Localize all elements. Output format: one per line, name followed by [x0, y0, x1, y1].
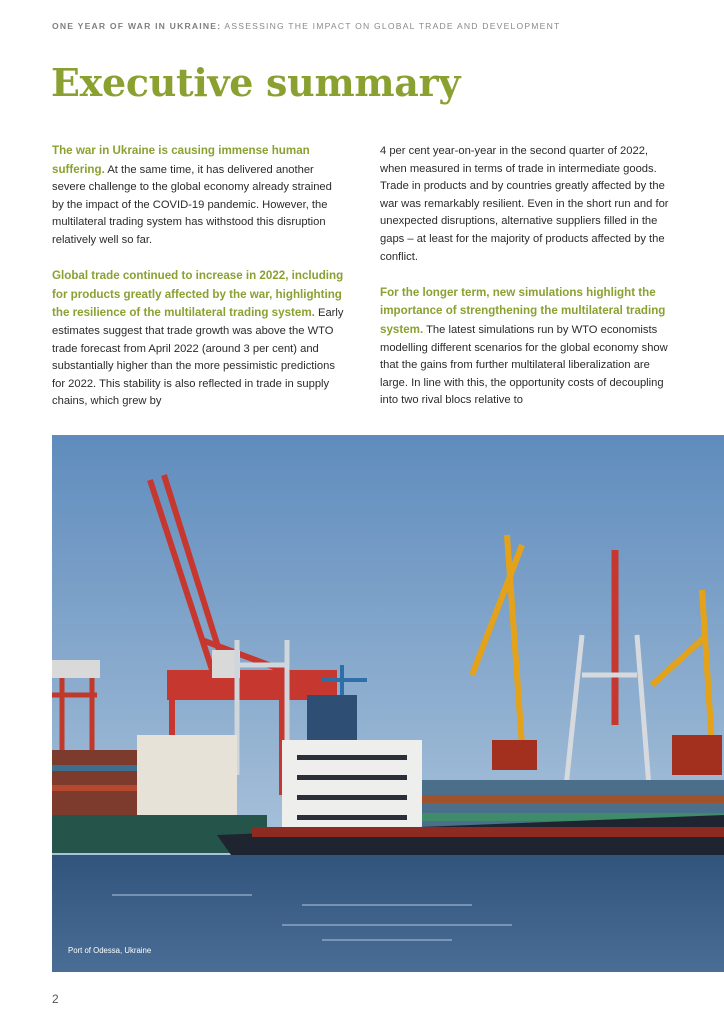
paragraph: [380, 284, 676, 410]
left-column: [52, 142, 344, 429]
header-subtitle: ASSESSING THE IMPACT ON GLOBAL TRADE AND DEVELOPMENT: [224, 21, 561, 31]
page-title: Executive summary: [51, 60, 461, 105]
paragraph: [380, 142, 676, 266]
paragraph-lead: The war in Ukraine is causing immense human suffering.: [52, 144, 310, 176]
port-cranes-ship-photo: [52, 435, 724, 972]
paragraph: [52, 267, 344, 411]
paragraph-lead: Global trade continued to increase in 2022, including for products greatly affected by the war, highlighting the resilience of the multilateral trading system.: [52, 269, 344, 320]
paragraph: [52, 142, 344, 250]
right-column: [380, 142, 676, 428]
paragraph-text: The latest simulations run by WTO economists modelling different scenarios for the global economy show that the gains from further multilateral liberalization are large. In line with this, the opportunity costs of decoupling into two rival blocs relative to: [380, 323, 668, 407]
paragraph-text: Early estimates suggest that trade growth was above the WTO trade forecast from April 2022 (around 3 per cent) and substantially higher than the more pessimistic predictions for 2022. This stability is also reflected in trade in supply chains, which grew by: [52, 307, 344, 408]
paragraph-lead: For the longer term, new simulations highlight the importance of strengthening the multilateral trading system.: [380, 285, 666, 336]
header-series: ONE YEAR OF WAR IN UKRAINE:: [52, 21, 222, 31]
running-header: [52, 21, 712, 31]
paragraph-text: 4 per cent year-on-year in the second quarter of 2022, when measured in terms of trade in intermediate goods. Trade in products and by countries greatly affected by the war was remarkably resilient. Even in the short run and for unexpected disruptions, alternative suppliers filled in the gaps – at least for the majority of products affected by the conflict.: [380, 145, 669, 263]
photo-caption: Port of Odessa, Ukraine: [68, 946, 152, 955]
port-photo: [52, 435, 724, 972]
paragraph-text: At the same time, it has delivered another severe challenge to the global economy already strained by the impact of the COVID-19 pandemic. However, the multilateral trading system has withstood this disruption relatively well so far.: [52, 163, 332, 246]
page-number: 2: [52, 992, 59, 1006]
